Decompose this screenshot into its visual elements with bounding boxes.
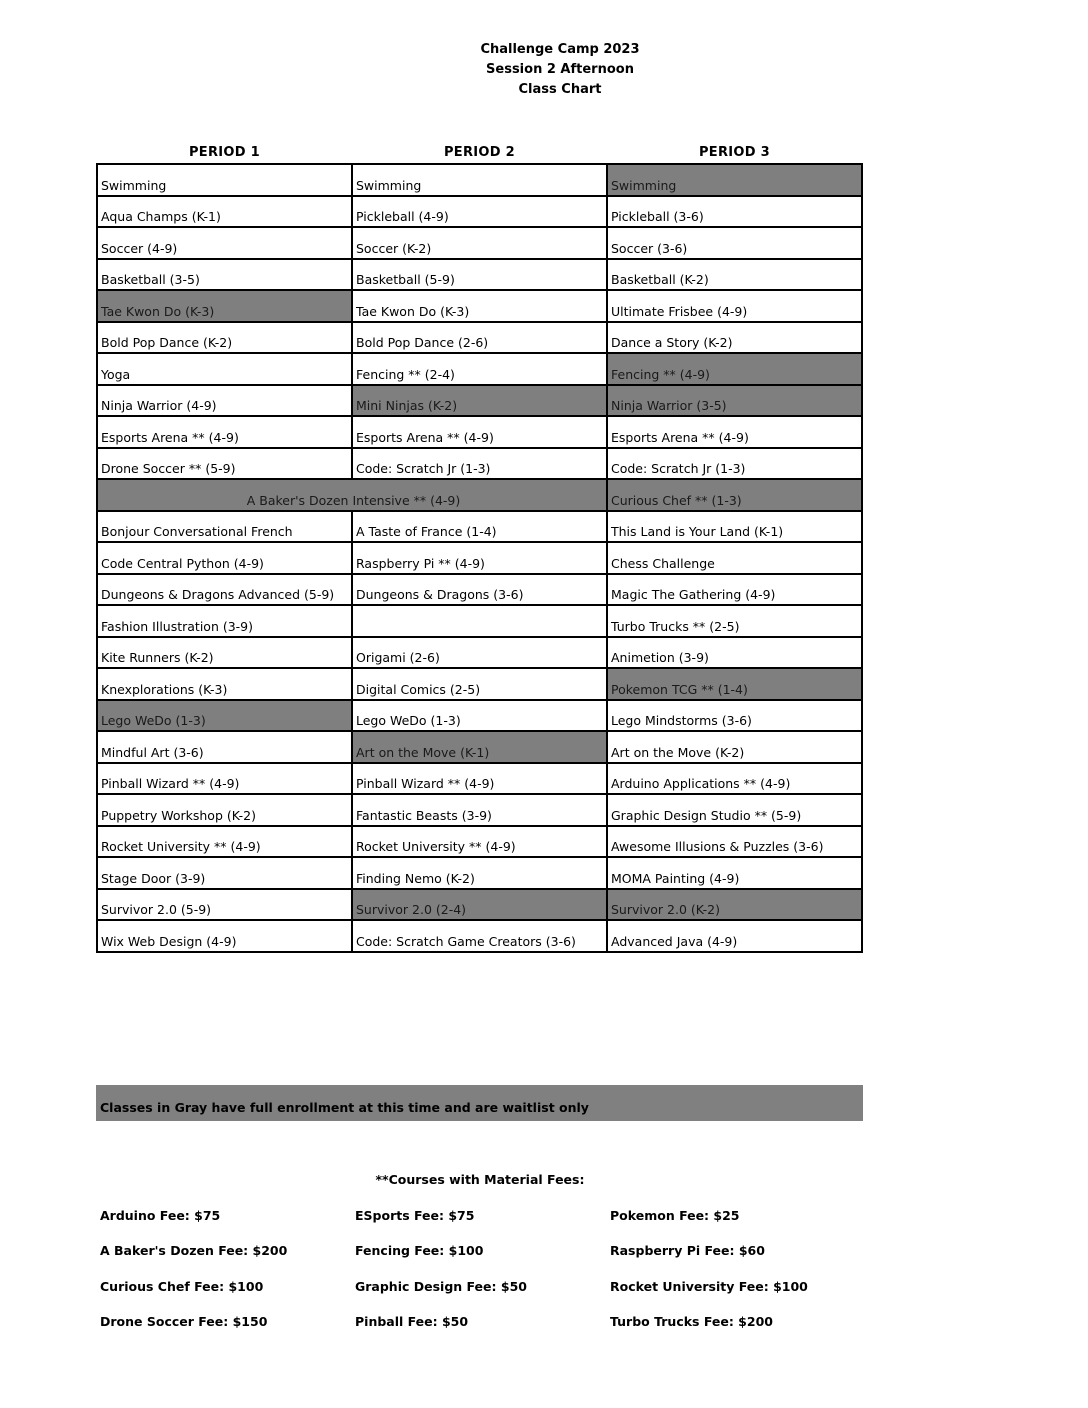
fees-title: **Courses with Material Fees: [375, 1172, 585, 1187]
class-cell: Bonjour Conversational French [97, 511, 352, 543]
class-cell: Fencing ** (4-9) [607, 353, 862, 385]
fee-item: Pokemon Fee: $25 [610, 1208, 740, 1223]
table-row [97, 227, 862, 259]
class-cell: Puppetry Workshop (K-2) [97, 794, 352, 826]
class-cell: Basketball (3-5) [97, 259, 352, 291]
fee-item: Pinball Fee: $50 [355, 1314, 469, 1329]
class-cell: Pickleball (4-9) [352, 196, 607, 228]
class-cell: Aqua Champs (K-1) [97, 196, 352, 228]
period-2-header: PERIOD 2 [443, 145, 516, 160]
class-cell: Rocket University ** (4-9) [97, 826, 352, 858]
fee-item: Fencing Fee: $100 [355, 1243, 484, 1258]
class-cell: Arduino Applications ** (4-9) [607, 763, 862, 795]
class-cell: Kite Runners (K-2) [97, 637, 352, 669]
table-row [97, 290, 862, 322]
class-cell: Digital Comics (2-5) [352, 668, 607, 700]
table-row [97, 353, 862, 385]
table-row [97, 479, 862, 511]
table-row [97, 448, 862, 480]
table-row [97, 920, 862, 952]
class-cell: Raspberry Pi ** (4-9) [352, 542, 607, 574]
class-cell [352, 605, 607, 637]
class-cell: Origami (2-6) [352, 637, 607, 669]
class-cell: Yoga [97, 353, 352, 385]
class-cell: Ninja Warrior (4-9) [97, 385, 352, 417]
fee-item: Arduino Fee: $75 [100, 1208, 221, 1223]
class-cell: Art on the Move (K-2) [607, 731, 862, 763]
table-row [97, 511, 862, 543]
class-cell: Stage Door (3-9) [97, 857, 352, 889]
table-row [97, 574, 862, 606]
doc-chart-label: Class Chart [518, 82, 602, 97]
class-cell: Advanced Java (4-9) [607, 920, 862, 952]
class-cell: Pinball Wizard ** (4-9) [352, 763, 607, 795]
class-cell: Dungeons & Dragons (3-6) [352, 574, 607, 606]
table-row [97, 731, 862, 763]
table-row [97, 259, 862, 291]
class-cell: Bold Pop Dance (2-6) [352, 322, 607, 354]
table-row [97, 889, 862, 921]
class-cell: MOMA Painting (4-9) [607, 857, 862, 889]
class-cell: Finding Nemo (K-2) [352, 857, 607, 889]
fee-item: Drone Soccer Fee: $150 [100, 1314, 268, 1329]
class-cell: Soccer (3-6) [607, 227, 862, 259]
class-cell: Knexplorations (K-3) [97, 668, 352, 700]
period-3-header: PERIOD 3 [698, 145, 771, 160]
table-row [97, 322, 862, 354]
class-cell: Soccer (4-9) [97, 227, 352, 259]
fee-item: ESports Fee: $75 [355, 1208, 475, 1223]
class-cell: This Land is Your Land (K-1) [607, 511, 862, 543]
class-cell: Curious Chef ** (1-3) [607, 479, 862, 511]
class-cell: Esports Arena ** (4-9) [352, 416, 607, 448]
table-row [97, 763, 862, 795]
class-cell: Swimming [352, 164, 607, 196]
class-cell: Esports Arena ** (4-9) [607, 416, 862, 448]
table-row [97, 385, 862, 417]
class-cell: Code: Scratch Jr (1-3) [607, 448, 862, 480]
class-cell: A Baker's Dozen Intensive ** (4-9) [97, 479, 607, 511]
class-cell: Swimming [97, 164, 352, 196]
doc-subtitle: Session 2 Afternoon [486, 62, 634, 77]
period-1-header: PERIOD 1 [188, 145, 261, 160]
class-cell: Pokemon TCG ** (1-4) [607, 668, 862, 700]
doc-title: Challenge Camp 2023 [480, 42, 640, 57]
table-row [97, 637, 862, 669]
class-cell: Chess Challenge [607, 542, 862, 574]
fee-item: Graphic Design Fee: $50 [355, 1279, 527, 1294]
class-cell: Mindful Art (3-6) [97, 731, 352, 763]
class-cell: Basketball (K-2) [607, 259, 862, 291]
class-cell: Animetion (3-9) [607, 637, 862, 669]
waitlist-note: Classes in Gray have full enrollment at this time and are waitlist only [96, 1085, 863, 1121]
table-row [97, 857, 862, 889]
class-cell: Esports Arena ** (4-9) [97, 416, 352, 448]
table-row [97, 542, 862, 574]
class-cell: Code Central Python (4-9) [97, 542, 352, 574]
class-cell: Drone Soccer ** (5-9) [97, 448, 352, 480]
table-row [97, 826, 862, 858]
class-cell: Lego WeDo (1-3) [352, 700, 607, 732]
class-cell: Bold Pop Dance (K-2) [97, 322, 352, 354]
class-cell: Awesome Illusions & Puzzles (3-6) [607, 826, 862, 858]
class-cell: Magic The Gathering (4-9) [607, 574, 862, 606]
class-cell: Tae Kwon Do (K-3) [352, 290, 607, 322]
class-cell: Art on the Move (K-1) [352, 731, 607, 763]
table-row [97, 794, 862, 826]
class-cell: Tae Kwon Do (K-3) [97, 290, 352, 322]
table-row [97, 416, 862, 448]
class-cell: Pinball Wizard ** (4-9) [97, 763, 352, 795]
class-cell: Lego WeDo (1-3) [97, 700, 352, 732]
class-cell: Dungeons & Dragons Advanced (5-9) [97, 574, 352, 606]
table-row [97, 164, 862, 196]
class-cell: Survivor 2.0 (5-9) [97, 889, 352, 921]
class-cell: Mini Ninjas (K-2) [352, 385, 607, 417]
class-cell: Pickleball (3-6) [607, 196, 862, 228]
class-cell: Fencing ** (2-4) [352, 353, 607, 385]
class-cell: Basketball (5-9) [352, 259, 607, 291]
class-cell: Code: Scratch Game Creators (3-6) [352, 920, 607, 952]
class-cell: Soccer (K-2) [352, 227, 607, 259]
fee-item: A Baker's Dozen Fee: $200 [100, 1243, 288, 1258]
class-cell: Fantastic Beasts (3-9) [352, 794, 607, 826]
class-cell: Code: Scratch Jr (1-3) [352, 448, 607, 480]
class-chart-table [96, 163, 863, 953]
class-cell: Graphic Design Studio ** (5-9) [607, 794, 862, 826]
class-cell: Rocket University ** (4-9) [352, 826, 607, 858]
class-cell: Wix Web Design (4-9) [97, 920, 352, 952]
class-chart-body [97, 164, 862, 952]
class-cell: Survivor 2.0 (2-4) [352, 889, 607, 921]
table-row [97, 700, 862, 732]
class-cell: Swimming [607, 164, 862, 196]
class-cell: Dance a Story (K-2) [607, 322, 862, 354]
table-row [97, 668, 862, 700]
fee-item: Curious Chef Fee: $100 [100, 1279, 264, 1294]
table-row [97, 196, 862, 228]
class-cell: Survivor 2.0 (K-2) [607, 889, 862, 921]
class-cell: Lego Mindstorms (3-6) [607, 700, 862, 732]
table-row [97, 605, 862, 637]
class-cell: Ultimate Frisbee (4-9) [607, 290, 862, 322]
fee-item: Rocket University Fee: $100 [610, 1279, 808, 1294]
class-cell: Fashion Illustration (3-9) [97, 605, 352, 637]
fee-item: Raspberry Pi Fee: $60 [610, 1243, 765, 1258]
class-cell: Ninja Warrior (3-5) [607, 385, 862, 417]
class-cell: Turbo Trucks ** (2-5) [607, 605, 862, 637]
fee-item: Turbo Trucks Fee: $200 [610, 1314, 773, 1329]
class-cell: A Taste of France (1-4) [352, 511, 607, 543]
